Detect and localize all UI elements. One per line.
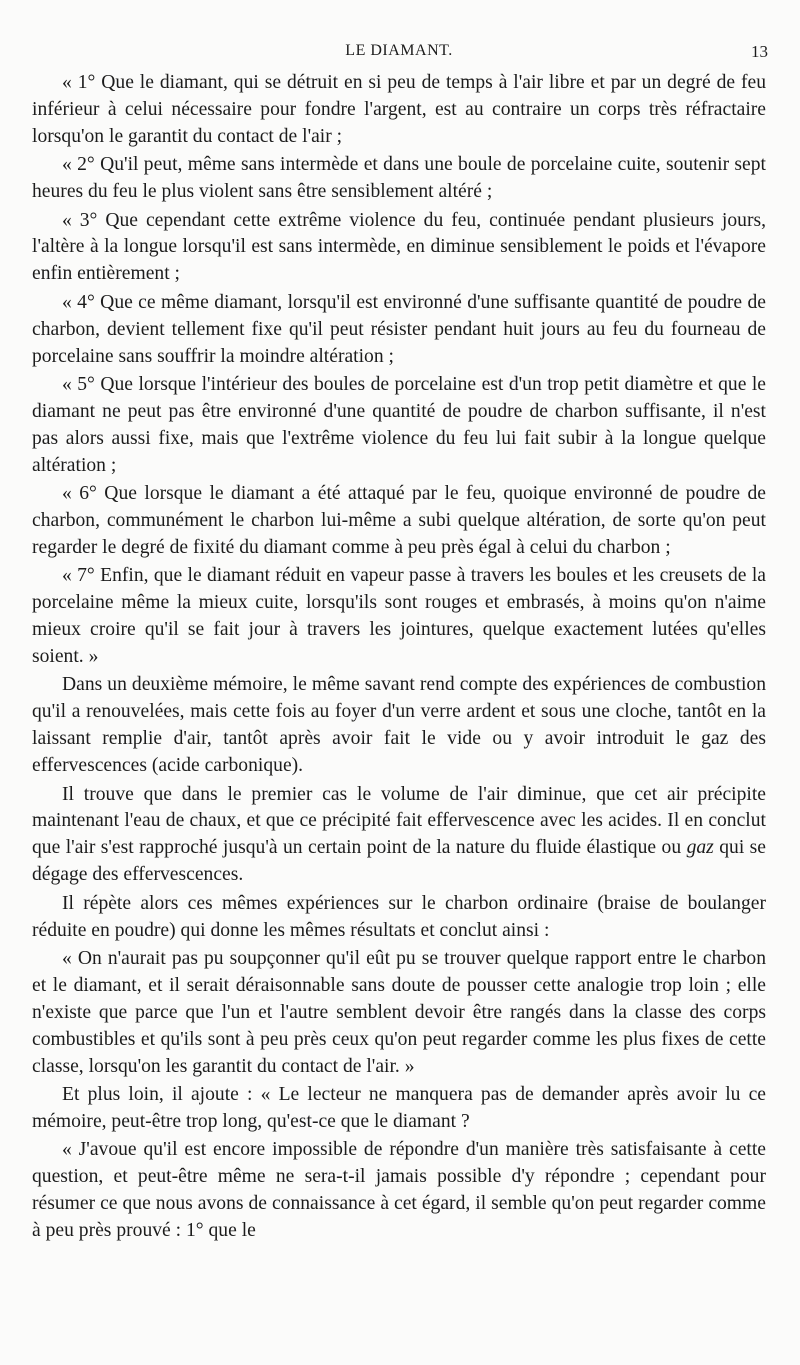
paragraph-second-memoir: Dans un deuxième mémoire, le même savant rend compte des expériences de combustion qu'il a renouvelées, mais cette fois au foyer d'un verre ardent et sous une cloche, tantôt en la laissant remplie d'air, tantôt après avoir fait le vide ou y avoir introduit le gaz des effervescences (acide carbonique). bbox=[32, 674, 766, 777]
paragraph-item-1: « 1° Que le diamant, qui se détruit en si peu de temps à l'air libre et par un degré de feu inférieur à celui nécessaire pour fondre l'argent, est au contraire un corps très réfractaire lorsqu'on le garantit du contact de l'air ; bbox=[32, 72, 766, 147]
paragraph-item-4: « 4° Que ce même diamant, lorsqu'il est environné d'une suffisante quantité de poudre de charbon, devient tellement fixe qu'il peut résister pendant huit jours au feu du fourneau de porcelaine sans souffrir la moindre altération ; bbox=[32, 291, 766, 367]
paragraph-item-6: « 6° Que lorsque le diamant a été attaqué par le feu, quoique environné de poudre de charbon, communément le charbon lui-même a subi quelque altération, de sorte qu'on peut regarder le degré de fixité du diamant comme à peu près égal à celui du charbon ; bbox=[32, 483, 766, 558]
paragraph-air-text: Il trouve que dans le premier cas le volume de l'air diminue, que cet air précipite maintenant l'eau de chaux, et que ce précipité fait effervescence avec les acides. Il en conclut que l'air s'est rapproché jusqu'à un certain point de la nature du fluide élastique ou bbox=[32, 783, 766, 859]
running-head bbox=[30, 42, 768, 66]
body-text bbox=[32, 70, 766, 1246]
page-number: 13 bbox=[751, 42, 768, 61]
gaz-italic: gaz bbox=[686, 837, 714, 859]
paragraph-item-3: « 3° Que cependant cette extrême violence du feu, continuée pendant plusieurs jours, l'altère à la longue lorsqu'il est sans intermède, en diminue sensiblement le poids et l'évapore enfin entièrement ; bbox=[32, 209, 766, 285]
paragraph-air-diminishes bbox=[32, 782, 766, 890]
paragraph-quote-analogy: « On n'aurait pas pu soupçonner qu'il eût pu se trouver quelque rapport entre le charbon et le diamant, et il serait déraisonnable sans doute de pousser cette analogie trop loin ; elle n'existe que parce que l'un et l'autre semblent devoir être rangés dans la classe des corps combustibles et qu'ils sont à peu près ceux qu'on peut regarder comme les plus fixes de cette classe, lorsqu'on les garantit du contact de l'air. » bbox=[32, 948, 766, 1077]
paragraph-item-5: « 5° Que lorsque l'intérieur des boules de porcelaine est d'un trop petit diamètre et que le diamant ne peut pas être environné d'une quantité de poudre de charbon suffisante, il n'est pas alors aussi fixe, mais que l'extrême violence du feu lui fait subir à la longue quelque altération ; bbox=[32, 373, 766, 476]
running-title: LE DIAMANT. bbox=[345, 42, 453, 59]
paragraph-charcoal-repeat: Il répète alors ces mêmes expériences sur le charbon ordinaire (braise de boulanger réduite en poudre) qui donne les mêmes résultats et conclut ainsi : bbox=[32, 892, 766, 941]
paragraph-air-tail: qui se dégage des effervescences. bbox=[32, 837, 767, 886]
paragraph-question: Et plus loin, il ajoute : « Le lecteur ne manquera pas de demander après avoir lu ce mémoire, peut-être trop long, qu'est-ce que le diamant ? bbox=[32, 1084, 766, 1132]
paragraph-answer: « J'avoue qu'il est encore impossible de répondre d'un manière très satisfaisante à cette question, et peut-être même ne sera-t-il jamais possible d'y répondre ; cependant pour résumer ce que nous avons de connaissance à cet égard, il semble qu'on peut regarder comme à peu près prouvé : 1° que le bbox=[32, 1139, 766, 1242]
paragraph-item-2: « 2° Qu'il peut, même sans intermède et dans une boule de porcelaine cuite, soutenir sept heures du feu le plus violent sans être sensiblement altéré ; bbox=[32, 154, 766, 203]
paragraph-item-7: « 7° Enfin, que le diamant réduit en vapeur passe à travers les boules et les creusets de la porcelaine même la mieux cuite, lorsqu'ils sont rouges et embrasés, à moins qu'on n'aime mieux croire qu'il se fait jour à travers les jointures, quelque exactement lutées qu'elles soient. » bbox=[32, 565, 766, 668]
